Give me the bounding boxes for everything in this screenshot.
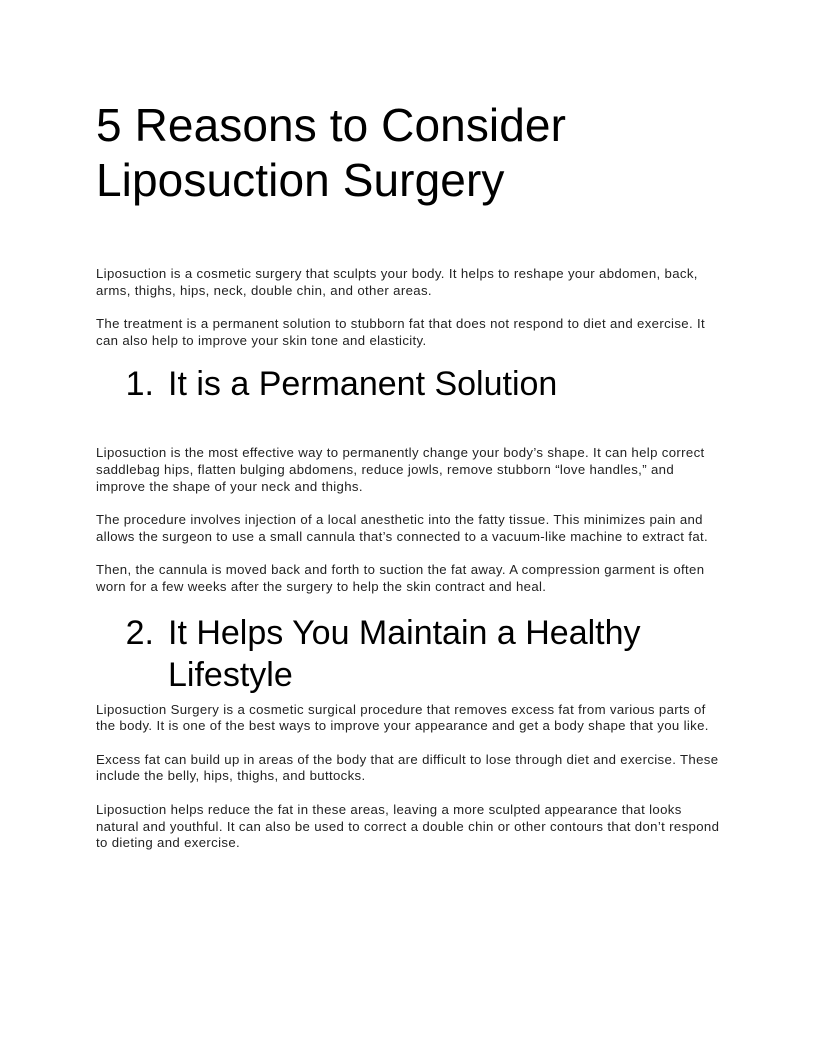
section-1-heading bbox=[96, 363, 720, 405]
section-2-heading bbox=[96, 612, 720, 696]
section-1-paragraph-1: Liposuction is the most effective way to permanently change your body’s shape. It can help correct saddlebag hips, flatten bulging abdomens, reduce jowls, remove stubborn “love handles,” and improve the shape of your neck and thighs. bbox=[96, 445, 705, 494]
section-1-paragraph-2: The procedure involves injection of a local anesthetic into the fatty tissue. This minimizes pain and allows the surgeon to use a small cannula that’s connected to a vacuum-like machine to extract fat. bbox=[96, 512, 709, 544]
intro-paragraph-2: The treatment is a permanent solution to stubborn fat that does not respond to diet and exercise. It can also help to improve your skin tone and elasticity. bbox=[96, 316, 705, 348]
section-2-number: 2. bbox=[125, 613, 154, 652]
section-2-paragraph-2: Excess fat can build up in areas of the body that are difficult to lose through diet and exercise. These include the belly, hips, thighs, and buttocks. bbox=[96, 751, 719, 784]
section-2-paragraph-1: Liposuction Surgery is a cosmetic surgical procedure that removes excess fat from various parts of the body. It is one of the best ways to improve your appearance and get a body shape that you like. bbox=[96, 701, 709, 734]
section-1-title: It is a Permanent Solution bbox=[168, 365, 558, 404]
section-2-title: It Helps You Maintain a Healthy Lifestyle bbox=[168, 613, 641, 694]
section-1-paragraph-3: Then, the cannula is moved back and forth to suction the fat away. A compression garment is often worn for a few weeks after the surgery to help the skin contract and heal. bbox=[96, 562, 705, 594]
section-1-number: 1. bbox=[125, 365, 154, 404]
page-title: 5 Reasons to Consider Liposuction Surgery bbox=[96, 99, 567, 206]
intro-paragraph-1: Liposuction is a cosmetic surgery that sculpts your body. It helps to reshape your abdomen, back, arms, thighs, hips, neck, double chin, and other areas. bbox=[96, 266, 698, 298]
document-page bbox=[96, 98, 720, 852]
section-2-paragraph-3: Liposuction helps reduce the fat in these areas, leaving a more sculpted appearance that looks natural and youthful. It can also be used to correct a double chin or other contours that don’t respond to dieting and exercise. bbox=[96, 801, 720, 851]
